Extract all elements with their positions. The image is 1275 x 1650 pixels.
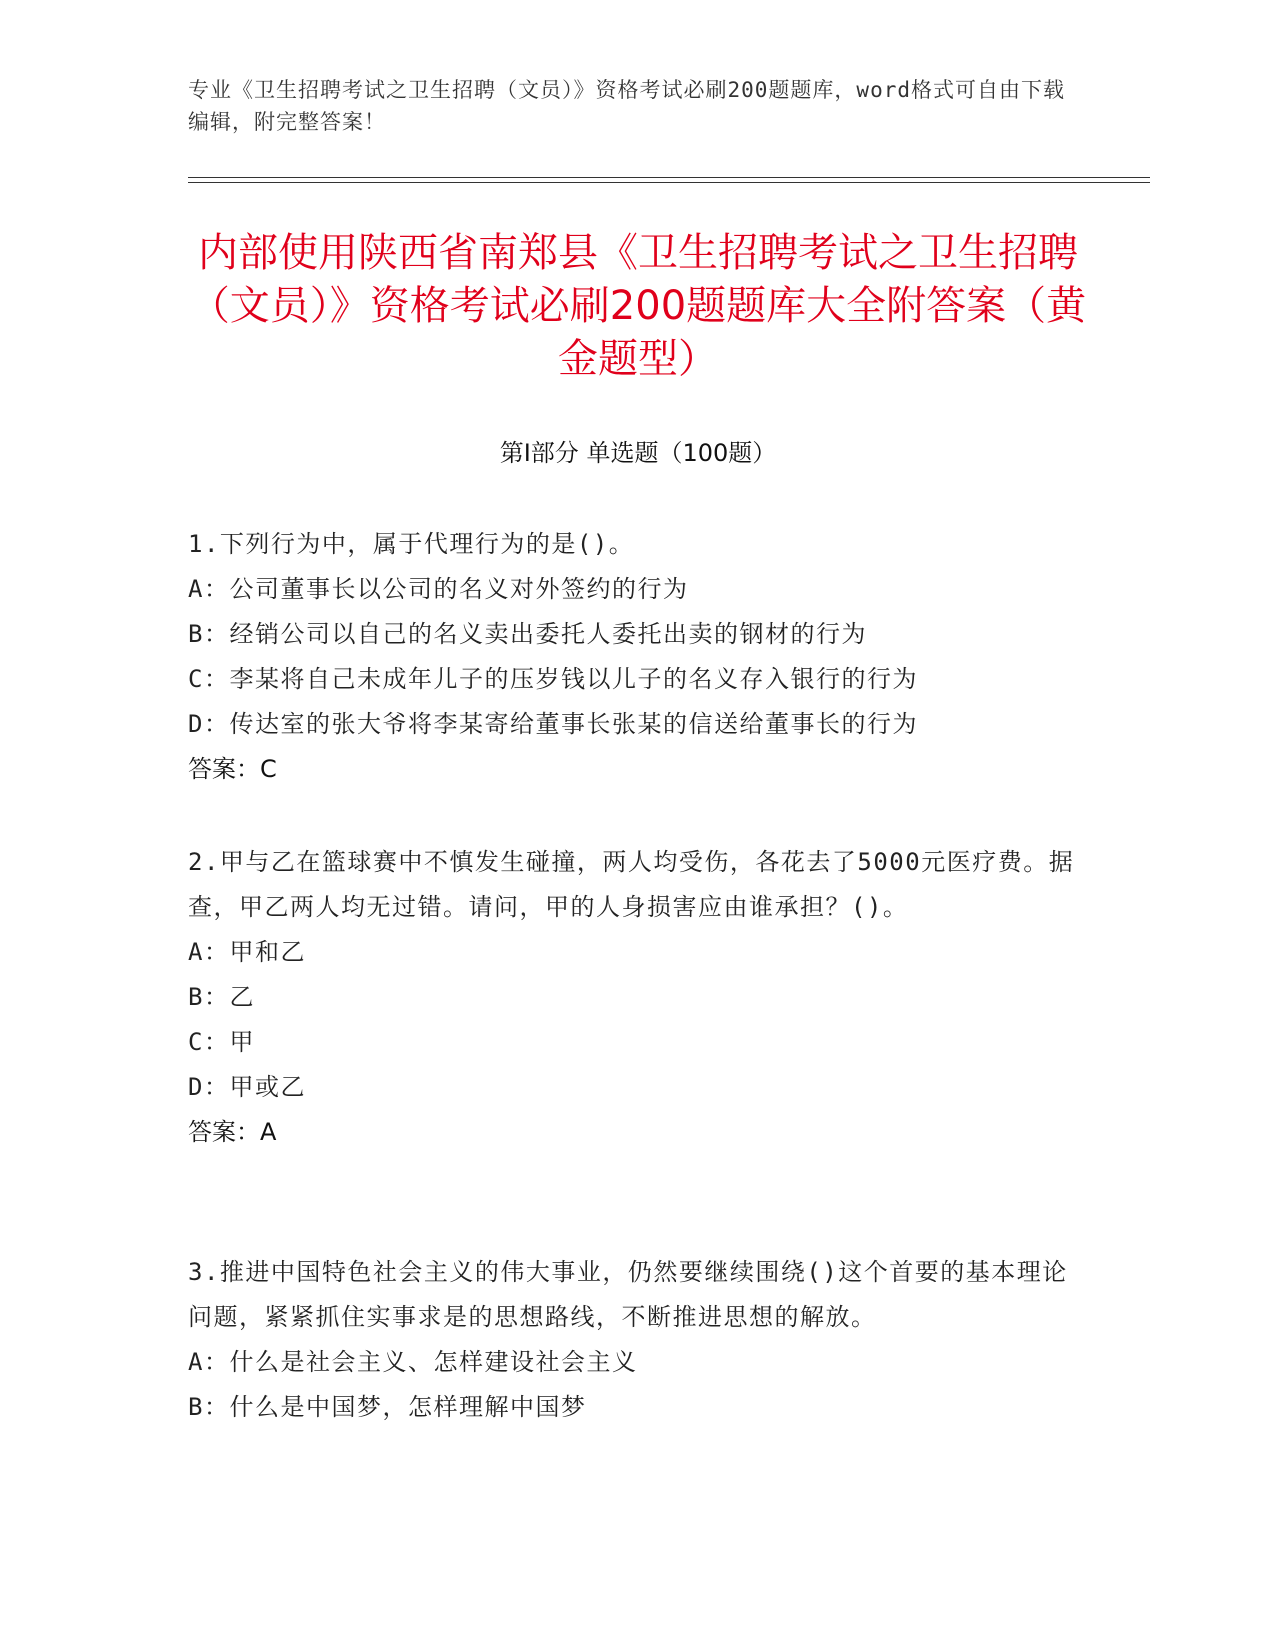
option-c: C：甲: [188, 1028, 255, 1056]
section-title: 第Ⅰ部分 单选题（100题）: [499, 439, 777, 467]
header-note: 专业《卫生招聘考试之卫生招聘（文员）》资格考试必刷200题题库，word格式可自由下载编辑，附完整答案！: [188, 78, 1065, 134]
answer: 答案：A: [188, 1118, 277, 1146]
document-title: 内部使用陕西省南郑县《卫生招聘考试之卫生招聘（文员）》资格考试必刷200题题库大全附答案（黄金题型）: [189, 230, 1087, 382]
answer: 答案：C: [188, 755, 277, 783]
option-a: A：甲和乙: [188, 938, 306, 966]
question-stem: 2.甲与乙在篮球赛中不慎发生碰撞，两人均受伤，各花去了5000元医疗费。据查，甲乙两人均无过错。请问，甲的人身损害应由谁承担？()。: [188, 848, 1075, 921]
question-stem: 3.推进中国特色社会主义的伟大事业，仍然要继续围绕()这个首要的基本理论问题，紧紧抓住实事求是的思想路线，不断推进思想的解放。: [188, 1258, 1068, 1331]
header-divider-top: [188, 177, 1150, 178]
question-stem: 1.下列行为中，属于代理行为的是()。: [188, 530, 635, 558]
option-d: D：甲或乙: [188, 1073, 306, 1101]
option-a: A：公司董事长以公司的名义对外签约的行为: [188, 575, 689, 603]
question-2: [188, 840, 1088, 1155]
option-b: B：什么是中国梦，怎样理解中国梦: [188, 1393, 587, 1421]
question-3: [188, 1250, 1088, 1430]
option-c: C：李某将自己未成年儿子的压岁钱以儿子的名义存入银行的行为: [188, 665, 918, 693]
option-b: B：经销公司以自己的名义卖出委托人委托出卖的钢材的行为: [188, 620, 867, 648]
option-d: D：传达室的张大爷将李某寄给董事长张某的信送给董事长的行为: [188, 710, 918, 738]
option-a: A：什么是社会主义、怎样建设社会主义: [188, 1348, 638, 1376]
question-1: [188, 522, 1088, 792]
option-b: B：乙: [188, 983, 255, 1011]
header-divider-bottom: [188, 182, 1150, 183]
